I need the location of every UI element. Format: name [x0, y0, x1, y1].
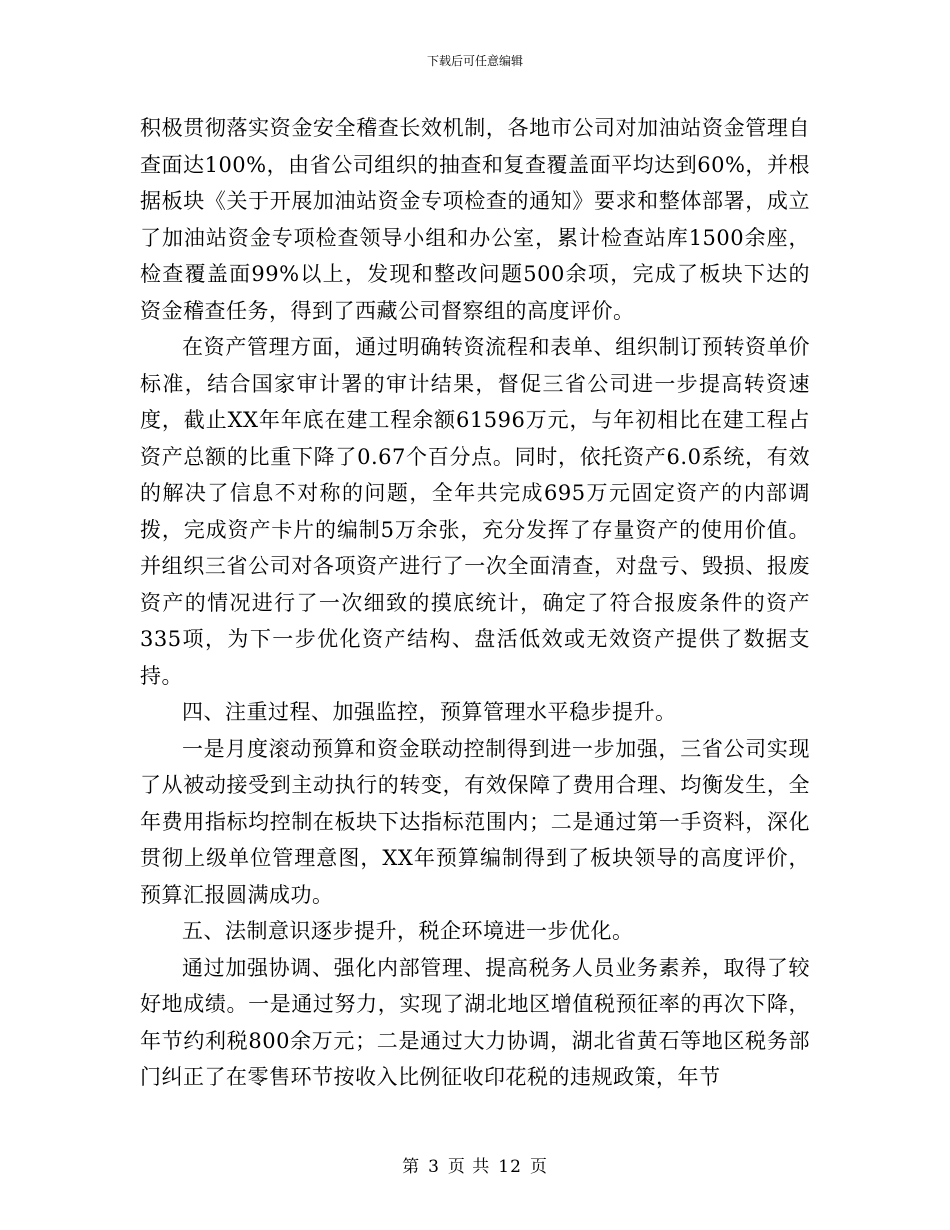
paragraph-funds-audit: 积极贯彻落实资金安全稽查长效机制，各地市公司对加油站资金管理自查面达100%，由省公司组织的抽查和复查覆盖面平均达到60%，并根据板块《关于开展加油站资金专项检查的通知》要求和整体部署，成立了加油站资金专项检查领导小组和办公室，累计检查站库1500余座，检查覆盖面99%以上，发现和整改问题500余项，完成了板块下达的资金稽查任务，得到了西藏公司督察组的高度评价。	[140, 116, 810, 323]
section-heading-tax: 五、法制意识逐步提升，税企环境进一步优化。	[182, 919, 634, 943]
document-body	[140, 110, 810, 1096]
footer-suffix: 页	[529, 1157, 548, 1177]
footer-total-pages: 12	[498, 1157, 522, 1177]
page-footer	[0, 1156, 950, 1178]
footer-prefix: 第	[402, 1157, 421, 1177]
section-heading-budget: 四、注重过程、加强监控，预算管理水平稳步提升。	[182, 700, 677, 724]
paragraph-asset-management: 在资产管理方面，通过明确转资流程和表单、组织制订预转资单价标准，结合国家审计署的审计结果，督促三省公司进一步提高转资速度，截止XX年年底在建工程余额61596万元，与年初相比在建工程占资产总额的比重下降了0.67个百分点。同时，依托资产6.0系统，有效的解决了信息不对称的问题，全年共完成695万元固定资产的内部调拨，完成资产卡片的编制5万余张，充分发挥了存量资产的使用价值。并组织三省公司对各项资产进行了一次全面清查，对盘亏、毁损、报废资产的情况进行了一次细致的摸底统计，确定了符合报废条件的资产335项，为下一步优化资产结构、盘活低效或无效资产提供了数据支持。	[140, 335, 810, 688]
page-header: 下载后可任意编辑	[426, 54, 523, 68]
paragraph-budget: 一是月度滚动预算和资金联动控制得到进一步加强，三省公司实现了从被动接受到主动执行的转变，有效保障了费用合理、均衡发生，全年费用指标均控制在板块下达指标范围内；二是通过第一手资料，深化贯彻上级单位管理意图，XX年预算编制得到了板块领导的高度评价，预算汇报圆满成功。	[140, 736, 810, 907]
footer-current-page: 3	[428, 1157, 440, 1177]
paragraph-tax: 通过加强协调、强化内部管理、提高税务人员业务素养，取得了较好地成绩。一是通过努力，实现了湖北地区增值税预征率的再次下降，年节约利税800余万元；二是通过大力协调，湖北省黄石等地区税务部门纠正了在零售环节按收入比例征收印花税的违规政策，年节	[140, 955, 810, 1089]
footer-middle: 页 共	[447, 1157, 491, 1177]
